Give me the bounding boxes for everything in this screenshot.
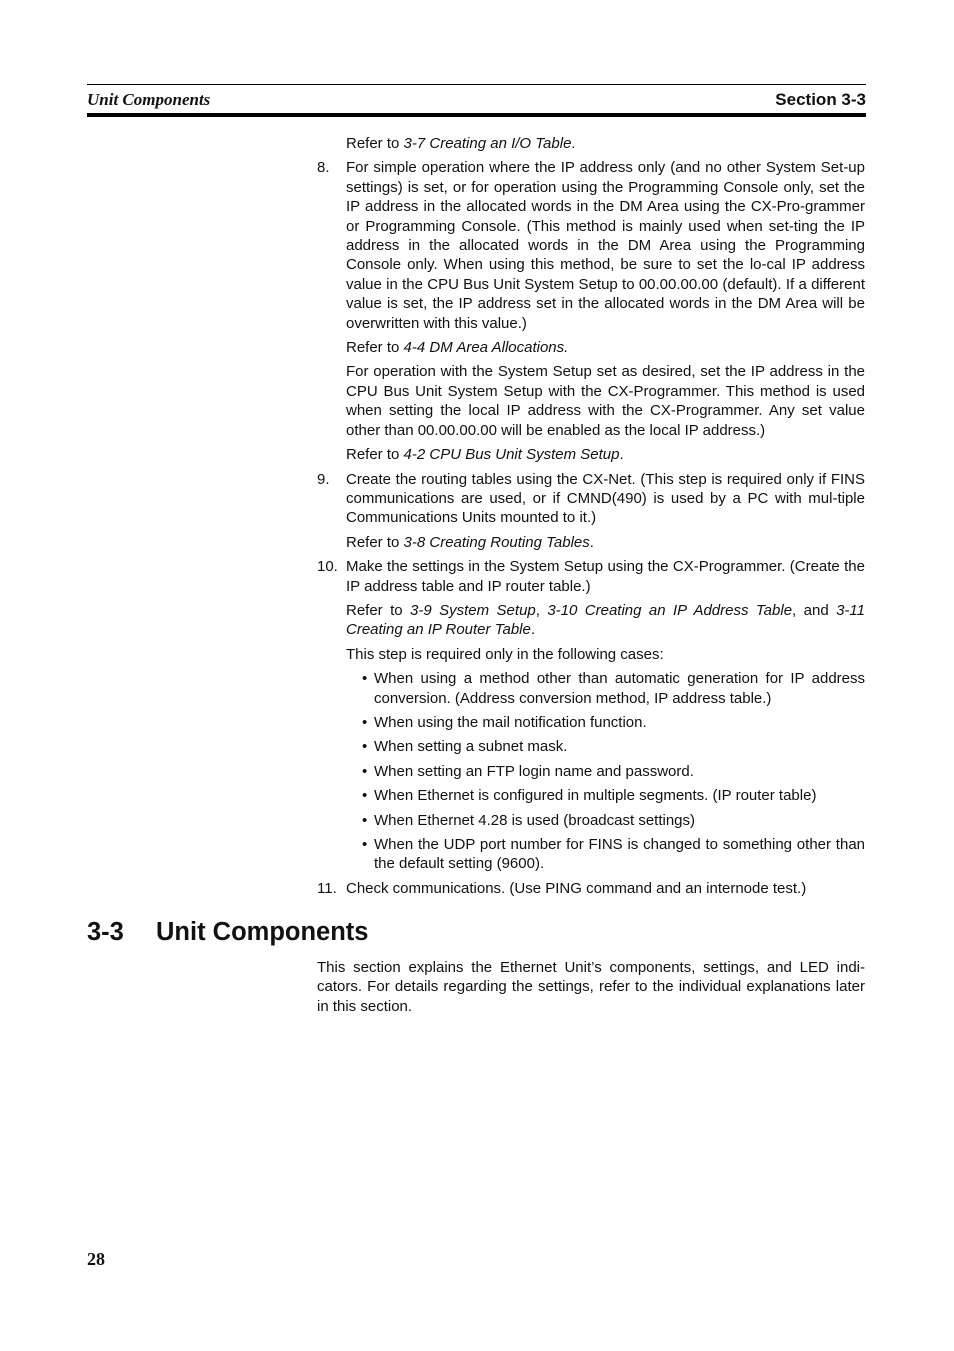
step-10-text: Make the settings in the System Setup using the CX-Programmer. (Create the IP address table and IP router table.) [346, 558, 865, 595]
list-item: • When setting an FTP login name and password. [362, 762, 694, 780]
step-8-paragraph-2: For operation with the System Setup set as desired, set the IP address in the CPU Bus Unit System Setup with the CX-Programmer. This method is used when setting the local IP address with the CX-Programmer. Any set value other than 00.00.00.00 will be enabled as the local IP address.) [346, 363, 865, 439]
step-11-text: Check communications. (Use PING command and an internode test.) [346, 879, 807, 897]
header-rule-top [87, 84, 866, 85]
cases-list [362, 669, 865, 874]
reference-cpu-bus-setup: Refer to 4-2 CPU Bus Unit System Setup. [346, 446, 624, 464]
header-rule-thick [87, 113, 866, 117]
bullet-icon: • [362, 762, 368, 780]
list-item: • When Ethernet is configured in multiple segments. (IP router table) [362, 787, 817, 805]
section-label: Section 3-3 [775, 90, 866, 109]
reference-dm-area: Refer to 4-4 DM Area Allocations. [346, 339, 569, 357]
step-number: 9. [317, 470, 330, 488]
list-item: • When the UDP port number for FINS is changed to something other than the default setting (9600). [362, 836, 865, 873]
bullet-icon: • [362, 670, 368, 688]
bullet-icon: • [362, 713, 368, 731]
step-8 [317, 158, 865, 464]
step-10 [317, 557, 865, 664]
bullet-icon: • [362, 738, 368, 756]
running-title: Unit Components [87, 90, 211, 109]
reference-system-setup: Refer to 3-9 System Setup, 3-10 Creating an IP Address Table, and 3-11 Creating an IP Router Table. [346, 601, 865, 639]
step-number: 11. [317, 879, 337, 897]
step-11 [317, 879, 865, 898]
section-title: Unit Components [156, 918, 369, 946]
section-number: 3-3 [87, 918, 124, 946]
section-heading [87, 918, 368, 947]
procedure-steps [317, 134, 865, 898]
cases-intro: This step is required only in the following cases: [346, 645, 664, 663]
bullet-icon: • [362, 836, 368, 853]
step-8-text: For simple operation where the IP address only (and no other System Set-up settings) is set, or for operation using the Programming Console only, set the IP address in the allocated words in the DM Area using the CX-Pro-grammer or Programming Console. (This method is mainly used when set-ting the IP address in the allocated words in the DM Area using the Programming Console only. When using this method, be sure to set the lo-cal IP address value in the CPU Bus Unit System Setup to 00.00.00.00 (default). If a different value is set, the IP address set in the allocated words in the DM Area will be overwritten with this value.) [346, 159, 865, 332]
reference-routing-tables: Refer to 3-8 Creating Routing Tables. [346, 533, 594, 551]
section-intro: This section explains the Ethernet Unit’s components, settings, and LED indi-cators. For details regarding the settings, refer to the individual explanations later in this section. [317, 959, 865, 1015]
step-number: 8. [317, 159, 330, 177]
list-item: • When setting a subnet mask. [362, 738, 568, 756]
step-9 [317, 470, 865, 553]
bullet-icon: • [362, 787, 368, 805]
page-number: 28 [87, 1249, 105, 1269]
reference-io-table: Refer to 3-7 Creating an I/O Table. [346, 135, 576, 152]
step-number: 10. [317, 558, 338, 576]
list-item: • When using the mail notification function. [362, 713, 647, 731]
bullet-icon: • [362, 811, 368, 829]
list-item: • When Ethernet 4.28 is used (broadcast settings) [362, 811, 696, 829]
step-9-text: Create the routing tables using the CX-Net. (This step is required only if FINS communications are used, or if CMND(490) is used by a PC with mul-tiple Communications Units mounted to it.) [346, 470, 865, 527]
list-item: • When using a method other than automatic generation for IP address conversion. (Address conversion method, IP address table.) [362, 670, 865, 707]
